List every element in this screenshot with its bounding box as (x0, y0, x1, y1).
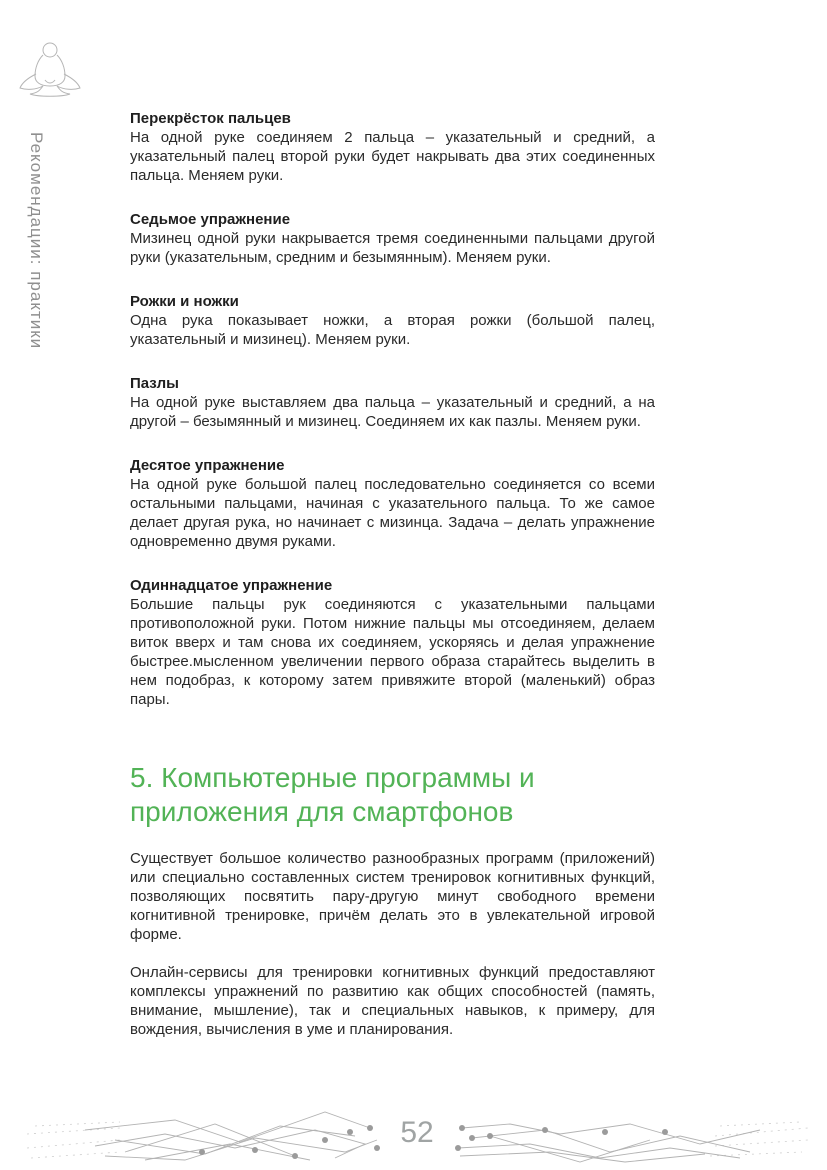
chapter-title-line-2: приложения для смартфонов (130, 796, 514, 827)
exercise-body: Мизинец одной руки накрывается тремя соединенными пальцами другой руки (указательным, средним и безымянным). Меняем руки. (130, 230, 655, 266)
exercise-body: На одной руке выставляем два пальца – указательный и средний, а на другой – безымянный и мизинец. Соединяем их как пазлы. Меняем руки. (130, 394, 655, 430)
exercise-heading: Пазлы (130, 375, 179, 392)
exercise-body: На одной руке большой палец последовательно соединяется со всеми остальными пальцами, начиная с указательного пальца. То же самое делает другая рука, но начинает с мизинца. Задача – делать упражнение одновременно двумя руками. (130, 476, 655, 550)
sidebar (0, 0, 110, 1170)
exercise-heading: Десятое упражнение (130, 457, 285, 474)
exercise-heading: Перекрёсток пальцев (130, 110, 291, 127)
chapter-5 (130, 761, 655, 1039)
exercise-body: Большие пальцы рук соединяются с указательными пальцами противоположной руки. Потом нижние пальцы мы отсоединяем, делаем виток вверх и там снова их соединяем, ускоряясь и делая упражнение быстрее.мысленном увеличении первого образа старайтесь выделить в нем подобраз, к которому затем привяжите второй (маленький) образ пары. (130, 596, 655, 708)
sidebar-section-label: Рекомендации: практики (27, 132, 46, 350)
main-content (130, 109, 655, 1058)
exercise-body: Одна рука показывает ножки, а вторая рожки (большой палец, указательный и мизинец). Меняем руки. (130, 312, 655, 348)
exercise-section (130, 456, 655, 551)
exercise-heading: Рожки и ножки (130, 293, 239, 310)
exercise-section (130, 576, 655, 709)
chapter-paragraph: Онлайн-сервисы для тренировки когнитивных функций предоставляют комплексы упражнений по развитию как общих способностей (память, внимание, мышление), так и специальных навыков, к примеру, для вождения, вычисления в уме и планирования. (130, 964, 655, 1038)
exercise-heading: Седьмое упражнение (130, 211, 291, 228)
page-number: 52 (400, 1116, 434, 1149)
exercise-section (130, 292, 655, 349)
chapter-paragraph: Существует большое количество разнообразных программ (приложений) или специально составленных систем тренировок когнитивных функций, позволяющих посвятить пару-другую минут свободного времени когнитивной тренировке, причём делать это в увлекательной игровой форме. (130, 850, 655, 943)
network-decoration-right (450, 1100, 810, 1170)
network-decoration-left (25, 1100, 385, 1170)
chapter-title-line-1: 5. Компьютерные программы и (130, 762, 535, 793)
exercise-section (130, 210, 655, 267)
page-footer (0, 1090, 827, 1170)
meditation-person-icon (16, 40, 84, 102)
chapter-title (130, 761, 655, 829)
exercise-body: На одной руке соединяем 2 пальца – указательный и средний, а указательный палец второй руки будет накрывать два этих соединенных пальца. Меняем руки. (130, 129, 655, 184)
exercise-section (130, 374, 655, 431)
exercise-section (130, 109, 655, 185)
exercise-heading: Одиннадцатое упражнение (130, 577, 333, 594)
